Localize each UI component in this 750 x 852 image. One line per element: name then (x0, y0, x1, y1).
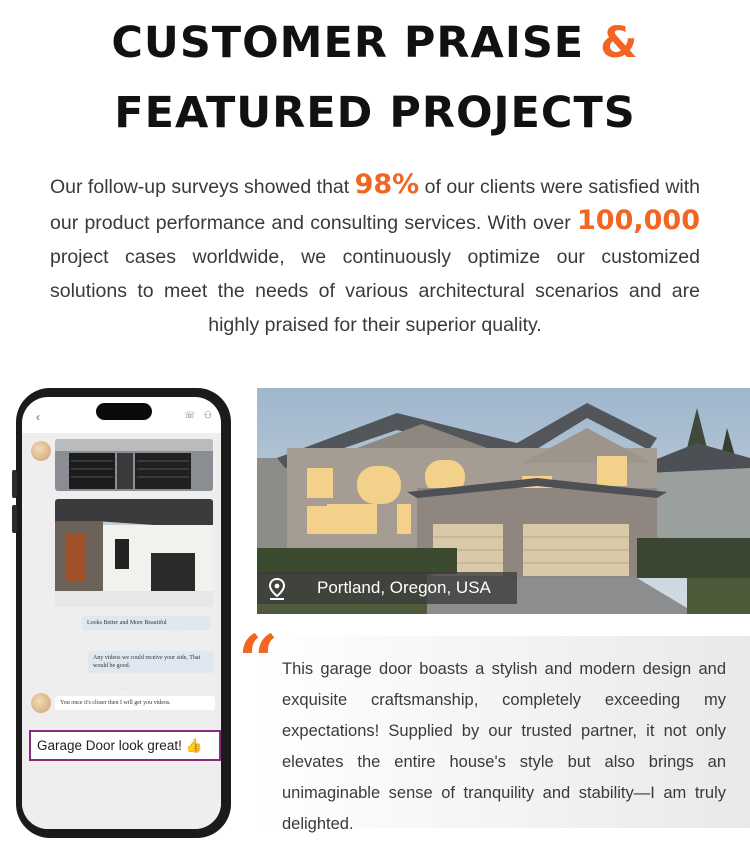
back-arrow-icon[interactable]: ‹ (36, 410, 40, 424)
title-ampersand: & (600, 18, 639, 68)
call-icon[interactable]: ☏ ⚇ (184, 410, 215, 420)
chat-bubble: Looks Better and More Beautiful (82, 616, 210, 630)
intro-text-2: of our clients were satisfied with our product performance and consulting services. With over (50, 176, 701, 234)
avatar (31, 441, 51, 461)
chat-bubble: You once it's closer then I will get you videos. (55, 696, 215, 710)
intro-text-3: project cases worldwide, we continuously optimize our customized solutions to meet the needs of various architectural scenarios and are highly praised for their superior quality. (50, 246, 700, 336)
page-title-line2: FEATURED PROJECTS (114, 88, 636, 138)
intro-paragraph (50, 168, 700, 342)
timestamp-text: · · · (117, 686, 125, 692)
testimonial-text: This garage door boasts a stylish and modern design and exquisite craftsmanship, completely exceeding my expectations! Supplied by our trusted partner, it not only elevates the entire house's style but also brings an unimaginable sense of tranquility and stability—I am truly delighted. (282, 660, 726, 833)
location-pin-icon (268, 578, 286, 600)
chat-bubble: Any videos we could receive your side, That would be good. (88, 651, 214, 673)
dynamic-island (96, 403, 152, 420)
title-customer-praise: CUSTOMER PRAISE (111, 18, 585, 68)
intro-text-1: Our follow-up surveys showed that (50, 176, 355, 198)
highlighted-chat-message: Garage Door look great! 👍 (29, 730, 221, 761)
location-caption: Portland, Oregon, USA (257, 572, 517, 604)
timestamp-text: · · · (172, 629, 180, 635)
phone-screen (22, 397, 221, 829)
chat-thread (22, 433, 221, 829)
page-title-line1 (0, 18, 750, 68)
phone-side-button (12, 470, 17, 498)
chat-photo-garage[interactable] (55, 439, 213, 491)
avatar (31, 693, 51, 713)
quote-icon: “ (238, 619, 279, 702)
phone-side-button (12, 505, 17, 533)
satisfaction-stat: 98% (354, 169, 420, 200)
project-count-stat: 100,000 (577, 205, 700, 236)
chat-photo-house[interactable] (55, 499, 213, 607)
